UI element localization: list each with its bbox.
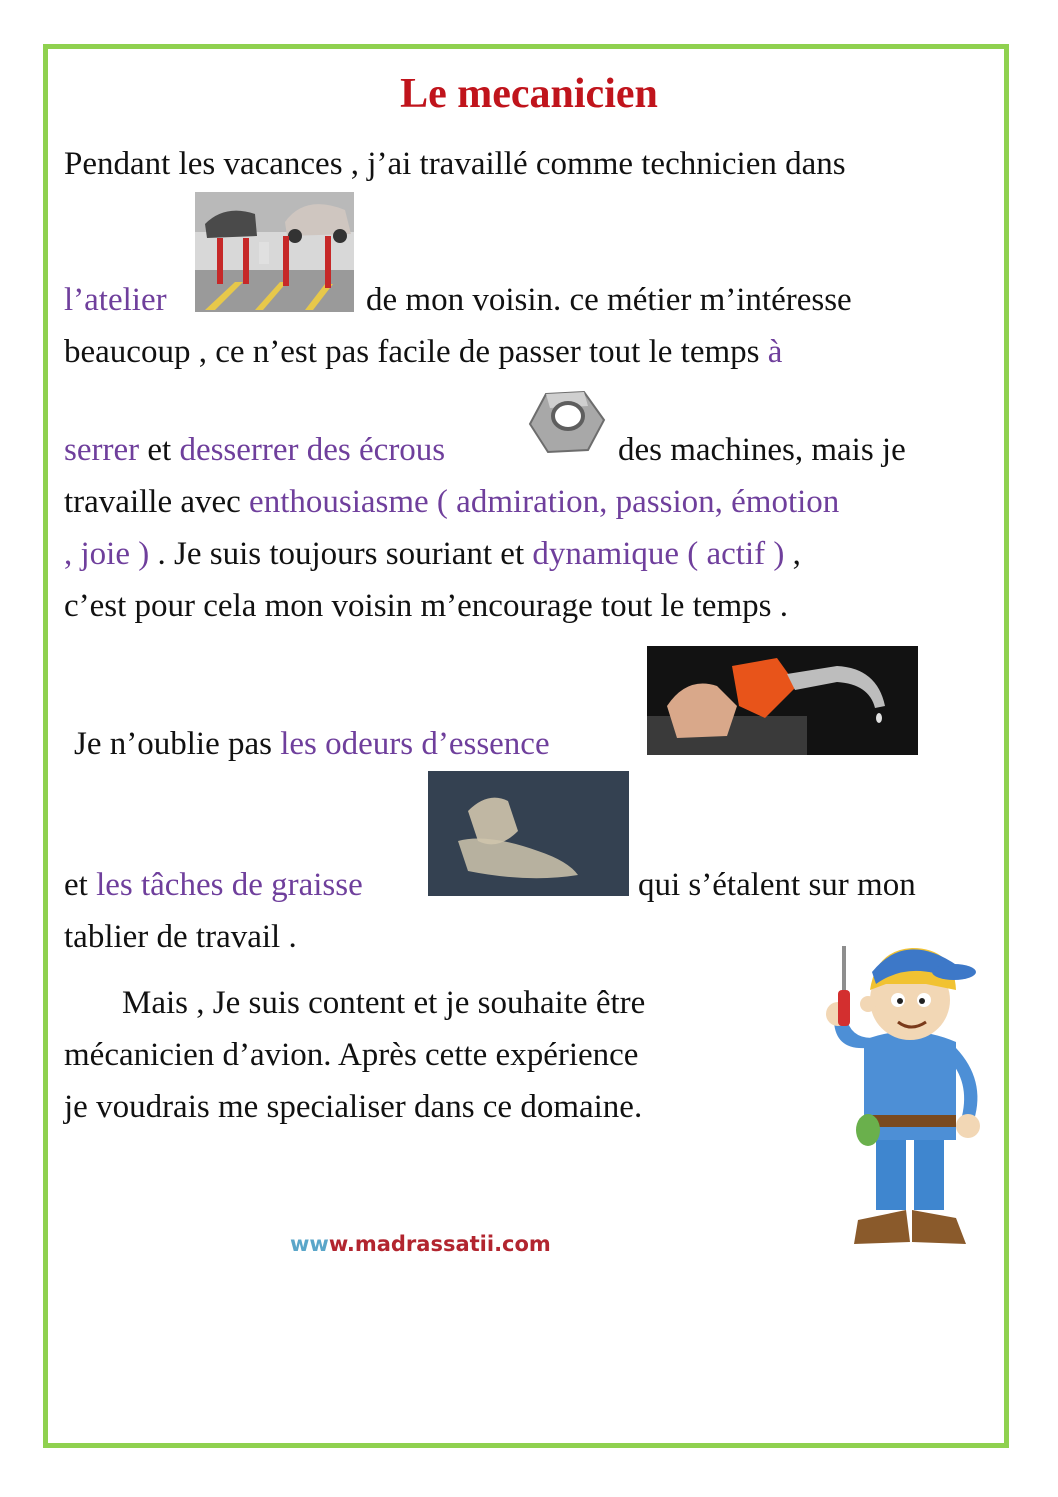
page-title: Le mecanicien [400, 71, 658, 117]
text-fragment: Je n’oublie pas [74, 726, 281, 762]
vocab-word: desserrer des écrous [179, 432, 446, 468]
vocab-word: enthousiasme ( admiration, passion, émotion [249, 484, 840, 520]
fuel-nozzle-photo [647, 646, 918, 755]
text-line: mécanicien d’avion. Après cette expérience [64, 1037, 639, 1073]
link-prefix: ww [290, 1232, 329, 1256]
text-fragment: et [64, 867, 97, 903]
vocab-word: dynamique ( actif ) [532, 536, 785, 572]
vocab-word: , joie ) [64, 536, 150, 572]
text-fragment: beaucoup , ce n’est pas facile de passer tout le temps [64, 334, 768, 370]
text-line: qui s’étalent sur mon [638, 867, 916, 903]
text-line: de mon voisin. ce métier m’intéresse [366, 282, 852, 318]
link-text: w.madrassatii.com [328, 1232, 551, 1256]
text-line [64, 482, 839, 522]
text-line [64, 332, 782, 372]
hex-nut-photo [526, 386, 608, 458]
website-link[interactable] [290, 1232, 551, 1256]
mechanic-cartoon [806, 930, 1000, 1252]
text-fragment: . Je suis toujours souriant et [149, 536, 533, 572]
vocab-word: à [767, 334, 783, 370]
vocab-word: les odeurs d’essence [280, 726, 550, 762]
vocab-word: les tâches de graisse [96, 867, 363, 903]
grease-stain-photo [428, 771, 629, 896]
text-fragment: et [139, 432, 180, 468]
text-line [64, 280, 167, 320]
text-line: tablier de travail . [64, 919, 297, 955]
text-line: des machines, mais je [618, 432, 906, 468]
text-line [64, 430, 445, 470]
vocab-word: serrer [64, 432, 140, 468]
text-line [64, 534, 801, 574]
garage-photo [195, 192, 354, 312]
text-line: Mais , Je suis content et je souhaite être [122, 985, 646, 1021]
text-fragment: travaille avec [64, 484, 250, 520]
text-line: je voudrais me specialiser dans ce domaine. [64, 1089, 643, 1125]
text-line [74, 724, 550, 764]
text-line: c’est pour cela mon voisin m’encourage tout le temps . [64, 588, 788, 624]
text-line [64, 865, 363, 905]
text-line: Pendant les vacances , j’ai travaillé comme technicien dans [64, 146, 846, 182]
vocab-word: l’atelier [64, 282, 167, 318]
text-fragment: , [784, 536, 801, 572]
